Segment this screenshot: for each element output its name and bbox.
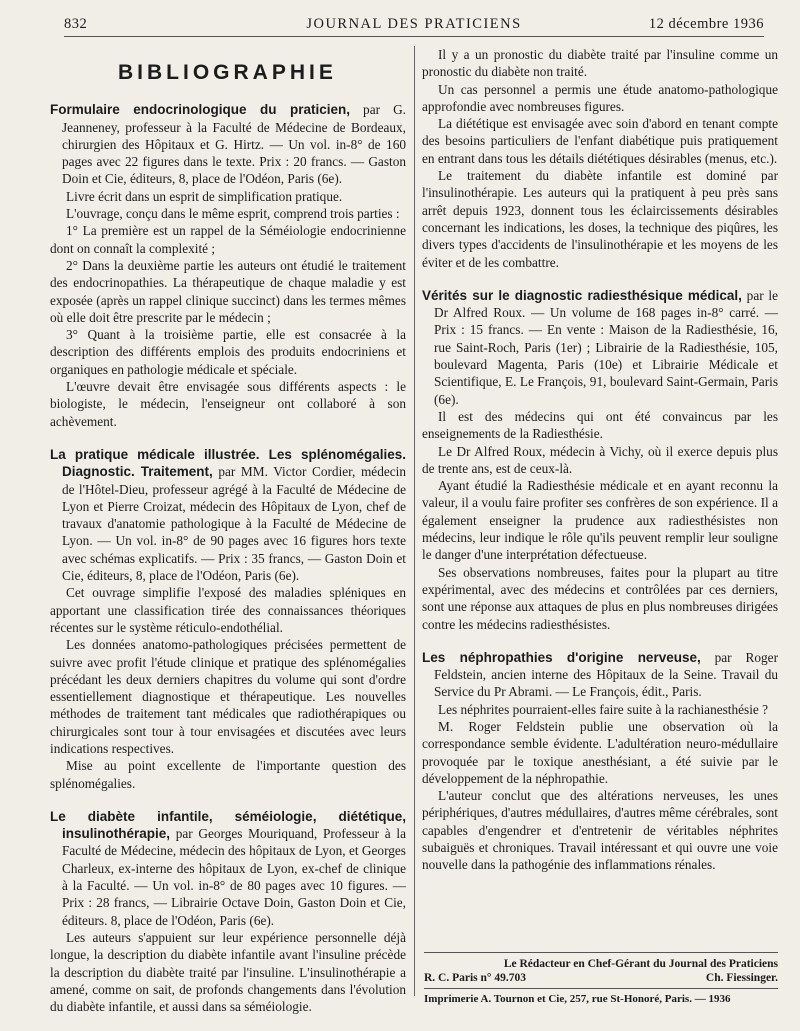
registration-line: [424, 971, 778, 989]
journal-title: JOURNAL DES PRATICIENS: [306, 16, 522, 32]
review-entry-3: [50, 808, 406, 1016]
entry-paragraph: Cet ouvrage simplifie l'exposé des maladies spléniques en apportant une classification tirée des connaissances théoriques récentes sur le système réticulo-endothélial.: [50, 585, 406, 635]
right-column: [422, 46, 778, 874]
left-column: [50, 46, 406, 1015]
column-divider: [414, 46, 415, 996]
entry-paragraph: L'auteur conclut que des altérations nerveuses, les unes périphériques, d'autres médullaires, d'autres même cérébrales, sont capables d'engendrer et d'entretenir de véritables néphrites subaiguës et chroniques. Travail intéressant et qui ouvre une voie nouvelle dans la pathogénie des inflammations rénales.: [422, 788, 778, 873]
entry-reference: par Roger Feldstein, ancien interne des Hôpitaux de la Seine. Travail du Service du Pr Abrami. — Le François, édit., Paris.: [434, 649, 778, 700]
entry-citation: [50, 808, 406, 929]
editor-line: Le Rédacteur en Chef-Gérant du Journal des Praticiens: [503, 958, 778, 970]
entry-paragraph: Mise au point excellente de l'importante question des splénomégalies.: [50, 758, 406, 791]
entry-reference: par le Dr Alfred Roux. — Un volume de 168 pages in-8° carré. — Prix : 15 francs. — En vente : Maison de la Radiesthésie, 16, rue Saint-Roch, Paris (1er) ; Librairie de la Radiesthésie, 105, boulevard Magenta, Paris (10e) et Librairie Médicale et Scientifique, E. Le François, 91, boulevard Saint-Germain, Paris (6e).: [434, 287, 778, 407]
entry-citation: [422, 287, 778, 408]
page-footer: [424, 952, 778, 1006]
entry-citation: [422, 649, 778, 701]
review-entry-4: [422, 287, 778, 633]
entry-paragraph: Il y a un pronostic du diabète traité par l'insuline comme un pronostic du diabète non traité.: [422, 47, 778, 80]
review-entry-1: [50, 101, 406, 430]
entry-paragraph: Ses observations nombreuses, faites pour la plupart au titre expérimental, avec des médecins et contrôlées par ces derniers, sont une réponse aux attaques de plus en plus nombreuses dirigées contre les médecins radiesthésistes.: [422, 564, 778, 632]
entry-reference: par G. Jeanneney, professeur à la Faculté de Médecine de Bordeaux, chirurgien des Hôpitaux et G. Hirtz. — Un vol. in-8° de 160 pages avec 22 figures dans le texte. Prix : 20 francs. — Gaston Doin et Cie, éditeurs, 8, place de l'Odéon, Paris (6e).: [62, 102, 407, 187]
review-entry-2: [50, 446, 406, 792]
editor-name: Ch. Fiessinger.: [705, 972, 778, 984]
section-title: BIBLIOGRAPHIE: [118, 61, 337, 84]
review-entry-3-continued: [422, 46, 778, 271]
entry-paragraph: La diététique est envisagée avec soin d'abord en tenant compte des besoins particuliers de l'enfant diabétique puis pratiquement en entrant dans tous les détails diététiques désirables (menus, etc.).: [422, 116, 778, 166]
entry-paragraph: M. Roger Feldstein publie une observation où la correspondance semble évidente. L'adultération neuro-médullaire provoquée par le toxique anesthésiant, a été suivie par le développement de la néphropathie.: [422, 718, 778, 786]
entry-paragraph: 1° La première est un rappel de la Séméiologie endocrinienne dont on connaît la complexité ;: [50, 223, 406, 256]
entry-title: La pratique médicale illustrée. Les splénomégalies. Diagnostic. Traitement,: [50, 446, 406, 480]
issue-date: 12 décembre 1936: [648, 16, 764, 32]
review-entry-5: [422, 649, 778, 874]
entry-paragraph: Livre écrit dans un esprit de simplification pratique.: [66, 188, 343, 204]
entry-title: Formulaire endocrinologique du praticien,: [50, 102, 350, 118]
entry-paragraph: Les auteurs s'appuient sur leur expérience personnelle déjà longue, la description du diabète infantile avant l'insuline précède la description du diabète traité par l'insuline. L'insulinothérapie a amené, comme on sait, de profonds changements dans l'évolution du diabète infantile, et aussi dans sa séméiologie.: [50, 929, 406, 1015]
entry-citation: [50, 101, 406, 187]
entry-title: Vérités sur le diagnostic radiesthésique médical,: [422, 287, 742, 303]
entry-paragraph: Ayant étudié la Radiesthésie médicale et en ayant reconnu la valeur, il a voulu faire profiter ses confrères de son expérience. Il a également enseigner la prudence aux radiesthésistes non médecins, leur indique le rôle qu'ils peuvent remplir leur souligne le danger d'une interprétation défectueuse.: [422, 478, 778, 563]
printer-line: Imprimerie A. Tournon et Cie, 257, rue St-Honoré, Paris. — 1936: [424, 993, 731, 1005]
trade-register: R. C. Paris n° 49.703: [424, 972, 527, 984]
entry-citation: [50, 446, 406, 584]
entry-paragraph: Le traitement du diabète infantile est dominé par l'insulinothérapie. Les auteurs qui la pratiquent à peu près sans arrêt depuis 1923, donnent tous les éclaircissements désirables concernant les indications, les doses, la technique des piqûres, les divers types d'accidents de l'insulinothérapie et les moyens de les éviter et de les combattre.: [422, 168, 778, 270]
entry-paragraph: 3° Quant à la troisième partie, elle est consacrée à la description des différents emplois des produits endocriniens et organiques en pathologie médicale et spéciale.: [50, 327, 406, 377]
entry-reference: par MM. Victor Cordier, médecin de l'Hôtel-Dieu, professeur agrégé à la Faculté de Médecine de Lyon et Pierre Croizat, médecin des Hôpitaux de Lyon, chef de travaux d'anatomie pathologique à la Faculté de Médecine de Lyon. — Un vol. in-8° de 90 pages avec 16 figures hors texte avec schémas explicatifs. — Prix : 35 francs, — Gaston Doin et Cie, éditeurs, 8, place de l'Odéon, Paris (6e).: [62, 464, 406, 584]
entry-reference: par Georges Mouriquand, Professeur à la Faculté de Médecine, médecin des hôpitaux de Lyon, et Georges Charleux, ex-interne des hôpitaux de Lyon, ex-chef de clinique à la Faculté. — Un vol. in-8° de 80 pages avec 10 figures. — Prix : 28 francs, — Librairie Octave Doin, Gaston Doin et Cie, éditeurs. 8, place de l'Odéon, Paris (6e).: [62, 826, 406, 928]
entry-paragraph: Les néphrites pourraient-elles faire suite à la rachianesthésie ?: [438, 701, 769, 717]
entry-paragraph: Il est des médecins qui ont été convaincus par les enseignements de la Radiesthésie.: [422, 408, 778, 442]
entry-paragraph: Un cas personnel a permis une étude anatomo-pathologique approfondie avec nombreuses figures.: [422, 81, 778, 114]
entry-paragraph: 2° Dans la deuxième partie les auteurs ont étudié le traitement des endocrinopathies. La thérapeutique de chaque maladie y est exposée (après un rappel clinique succinct) dans les termes mêmes où elle doit être prescrite par le médecin ;: [50, 257, 406, 325]
page-number: 832: [64, 16, 88, 32]
entry-paragraph: L'œuvre devait être envisagée sous différents aspects : le biologiste, le médecin, l'enseigneur ont collaboré à son achèvement.: [50, 379, 406, 429]
entry-paragraph: Les données anatomo-pathologiques précisées permettent de suivre avec profit l'étude clinique et pratique des splénomégalies précédant les deux derniers chapitres du volume qui sont d'ordre essentiellement diagnostique et thérapeutique. Les nouvelles méthodes de traitement tant médicales que radiothérapiques ou chirurgicales sont tour à tour envisagées et discutées avec leurs indications respectives.: [50, 637, 406, 756]
entry-title: Le diabète infantile, séméiologie, diététique, insulinothérapie,: [50, 808, 406, 842]
page-header: [64, 14, 764, 37]
entry-paragraph: Le Dr Alfred Roux, médecin à Vichy, où il exerce depuis plus de trente ans, est de ceux-là.: [422, 443, 778, 476]
entry-paragraph: L'ouvrage, conçu dans le même esprit, comprend trois parties :: [66, 206, 400, 222]
entry-title: Les néphropathies d'origine nerveuse,: [422, 649, 701, 665]
